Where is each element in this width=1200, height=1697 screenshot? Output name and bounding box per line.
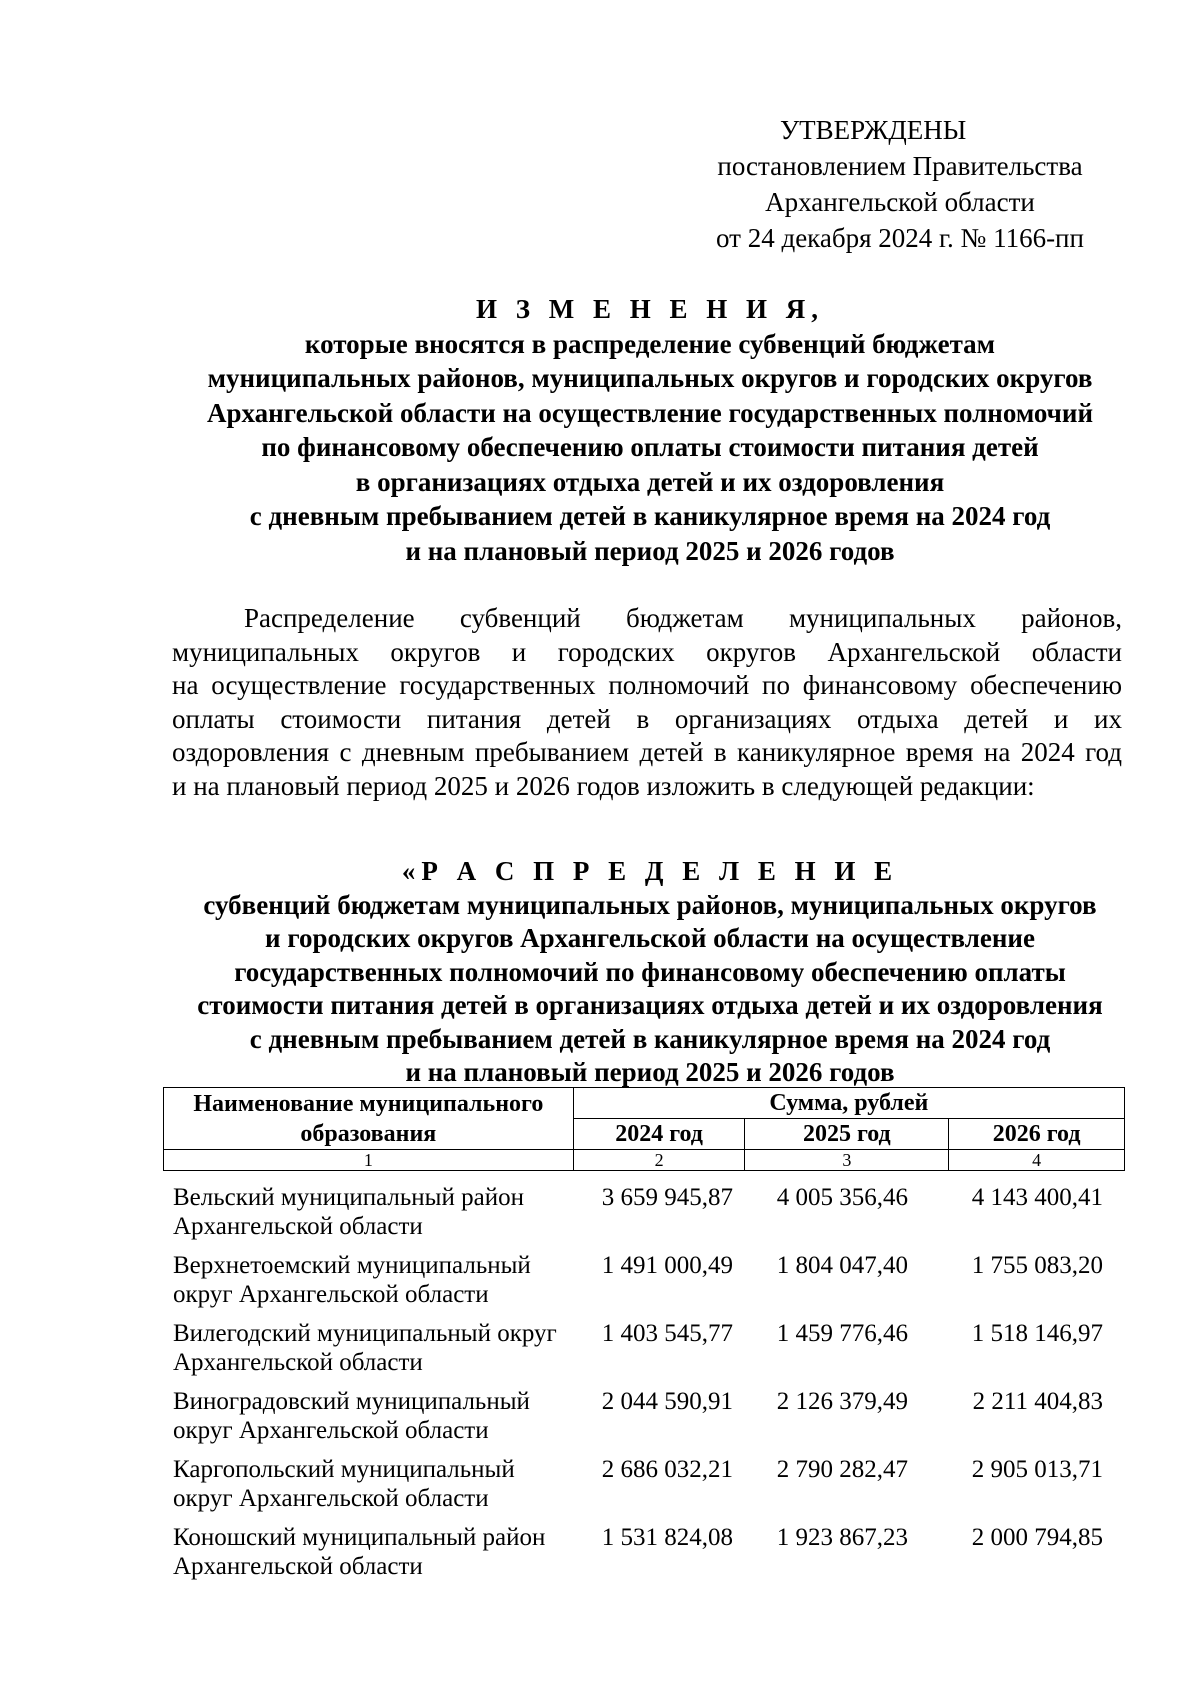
table-row (173, 1183, 1133, 1251)
column-number: 1 (164, 1150, 574, 1171)
value-2024: 3 659 945,87 (601, 1184, 733, 1211)
intro-paragraph (172, 602, 1122, 803)
distribution-line: стоимости питания детей в организациях отдыха детей и их оздоровления (197, 990, 1103, 1020)
changes-line: с дневным пребыванием детей в каникулярное время на 2024 год (249, 501, 1051, 531)
value-2024: 1 491 000,49 (601, 1252, 733, 1279)
value-2025: 1 459 776,46 (776, 1320, 908, 1347)
value-2026: 2 905 013,71 (971, 1456, 1103, 1483)
distribution-heading: «Р А С П Р Е Д Е Л Е Н И Е (401, 856, 899, 886)
table-header (163, 1087, 1125, 1171)
intro-line: муниципальных округов и городских округов Архангельской области (172, 636, 1122, 667)
intro-line: оздоровления с дневным пребыванием детей в каникулярное время на 2024 год (172, 737, 1122, 767)
intro-line: Распределение субвенций бюджетам муниципальных районов, (244, 603, 1122, 633)
approval-title: УТВЕРЖДЕНЫ (780, 115, 967, 145)
distribution-line: субвенций бюджетам муниципальных районов, муниципальных округов (203, 889, 1097, 920)
value-2024: 2 686 032,21 (601, 1456, 733, 1483)
column-header-2024: 2024 год (573, 1119, 745, 1150)
distribution-line: и на плановый период 2025 и 2026 годов (405, 1057, 895, 1087)
distribution-title-block (120, 855, 1180, 1090)
table-body (173, 1183, 1133, 1591)
value-2024: 1 403 545,77 (601, 1320, 733, 1347)
column-header-2026: 2026 год (949, 1119, 1125, 1150)
changes-line: и на плановый период 2025 и 2026 годов (405, 535, 895, 566)
value-2026: 2 211 404,83 (972, 1388, 1103, 1415)
value-2025: 2 126 379,49 (776, 1388, 908, 1415)
distribution-line: государственных полномочий по финансовому обеспечению оплаты (234, 956, 1066, 987)
municipality-name: Виноградовский муниципальный округ Архангельской области (173, 1388, 530, 1444)
distribution-line: и городских округов Архангельской области на осуществление (265, 923, 1035, 953)
changes-line: в организациях отдыха детей и их оздоровления (355, 466, 945, 497)
municipality-name: Вельский муниципальный район Архангельской области (173, 1184, 524, 1240)
table-row (173, 1523, 1133, 1591)
changes-title-block (120, 292, 1180, 568)
changes-line: которые вносятся в распределение субвенций бюджетам (304, 328, 996, 359)
distribution-line: с дневным пребыванием детей в каникулярное время на 2024 год (249, 1023, 1051, 1054)
value-2026: 1 518 146,97 (971, 1320, 1103, 1347)
intro-line: и на плановый период 2025 и 2026 годов изложить в следующей редакции: (172, 770, 1035, 801)
approval-stamp (690, 112, 1110, 256)
column-header-name: Наименование муниципального образования (164, 1088, 574, 1150)
value-2024: 1 531 824,08 (601, 1524, 733, 1551)
changes-heading: И З М Е Н Е Н И Я, (475, 294, 824, 324)
value-2025: 1 923 867,23 (776, 1524, 908, 1551)
intro-line: на осуществление государственных полномочий по финансовому обеспечению (172, 670, 1122, 700)
approval-line-2: Архангельской области (765, 187, 1035, 217)
approval-line-3: от 24 декабря 2024 г. № 1166-пп (716, 223, 1084, 253)
value-2025: 1 804 047,40 (776, 1252, 908, 1279)
changes-line: Архангельской области на осуществление государственных полномочий (206, 397, 1094, 428)
column-number: 3 (745, 1150, 949, 1171)
value-2026: 2 000 794,85 (971, 1524, 1103, 1551)
value-2025: 4 005 356,46 (776, 1184, 908, 1211)
table-row (173, 1251, 1133, 1319)
value-2024: 2 044 590,91 (601, 1388, 733, 1415)
value-2026: 4 143 400,41 (971, 1184, 1103, 1211)
value-2025: 2 790 282,47 (776, 1456, 908, 1483)
column-header-sum: Сумма, рублей (573, 1088, 1124, 1119)
intro-line: оплаты стоимости питания детей в организациях отдыха детей и их (172, 703, 1122, 734)
value-2026: 1 755 083,20 (971, 1252, 1103, 1279)
changes-line: по финансовому обеспечению оплаты стоимости питания детей (261, 432, 1039, 462)
changes-line: муниципальных районов, муниципальных округов и городских округов (207, 363, 1093, 393)
municipality-name: Верхнетоемский муниципальный округ Архангельской области (173, 1252, 531, 1308)
table-row (173, 1387, 1133, 1455)
table-row (173, 1455, 1133, 1523)
municipality-name: Коношский муниципальный район Архангельской области (173, 1524, 546, 1580)
table-row (173, 1319, 1133, 1387)
column-number: 2 (573, 1150, 745, 1171)
municipality-name: Вилегодский муниципальный округ Архангельской области (173, 1320, 557, 1376)
column-number: 4 (949, 1150, 1125, 1171)
municipality-name: Каргопольский муниципальный округ Архангельской области (173, 1456, 515, 1512)
approval-line-1: постановлением Правительства (717, 151, 1083, 181)
column-header-2025: 2025 год (745, 1119, 949, 1150)
